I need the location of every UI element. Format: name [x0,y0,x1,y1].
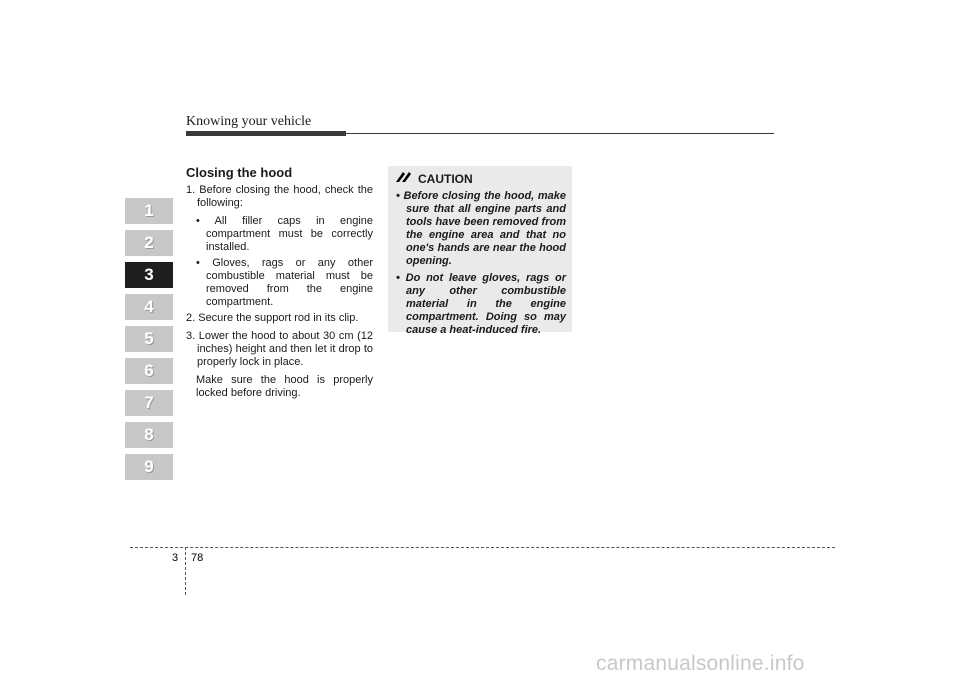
chapter-tab-4[interactable]: 4 [125,294,173,320]
chapter-tab-6[interactable]: 6 [125,358,173,384]
bullet-filler-caps: • All filler caps in engine compartment must be correctly installed. [196,215,373,253]
caution-header [396,172,566,186]
chapter-tab-2[interactable]: 2 [125,230,173,256]
chapter-tabs [125,198,173,486]
header-rule [346,133,774,134]
footer-chapter-number: 3 [172,552,179,564]
header-bar [186,131,346,136]
footer-rule [130,547,835,548]
caution-title: CAUTION [418,171,473,186]
footer-divider [185,547,186,595]
watermark: carmanualsonline.info [596,652,805,675]
section-title: Closing the hood [186,165,293,180]
caution-box [388,166,572,336]
header-title: Knowing your vehicle [186,114,312,129]
step-2: 2. Secure the support rod in its clip. [186,312,359,324]
caution-item: • Do not leave gloves, rags or any other combustible material in the engine compartment. Doing so may cause a heat-induced fire. [396,272,566,336]
main-content [186,166,373,400]
chapter-tab-3[interactable]: 3 [125,262,173,288]
footer-page-number: 78 [191,552,204,564]
lock-note: Make sure the hood is properly locked before driving. [196,374,373,399]
chapter-tab-7[interactable]: 7 [125,390,173,416]
chapter-tab-5[interactable]: 5 [125,326,173,352]
chapter-tab-1[interactable]: 1 [125,198,173,224]
bullet-combustibles: • Gloves, rags or any other combustible material must be removed from the engine compartment. [196,257,373,308]
caution-pencil-icon [396,172,412,186]
chapter-tab-8[interactable]: 8 [125,422,173,448]
chapter-tab-9[interactable]: 9 [125,454,173,480]
caution-item: • Before closing the hood, make sure that all engine parts and tools have been removed from the engine area and that no one's hands are near the hood opening. [396,190,566,267]
step-1: 1. Before closing the hood, check the following: [186,184,373,209]
step-3: 3. Lower the hood to about 30 cm (12 inches) height and then let it drop to properly lock in place. [186,330,373,368]
